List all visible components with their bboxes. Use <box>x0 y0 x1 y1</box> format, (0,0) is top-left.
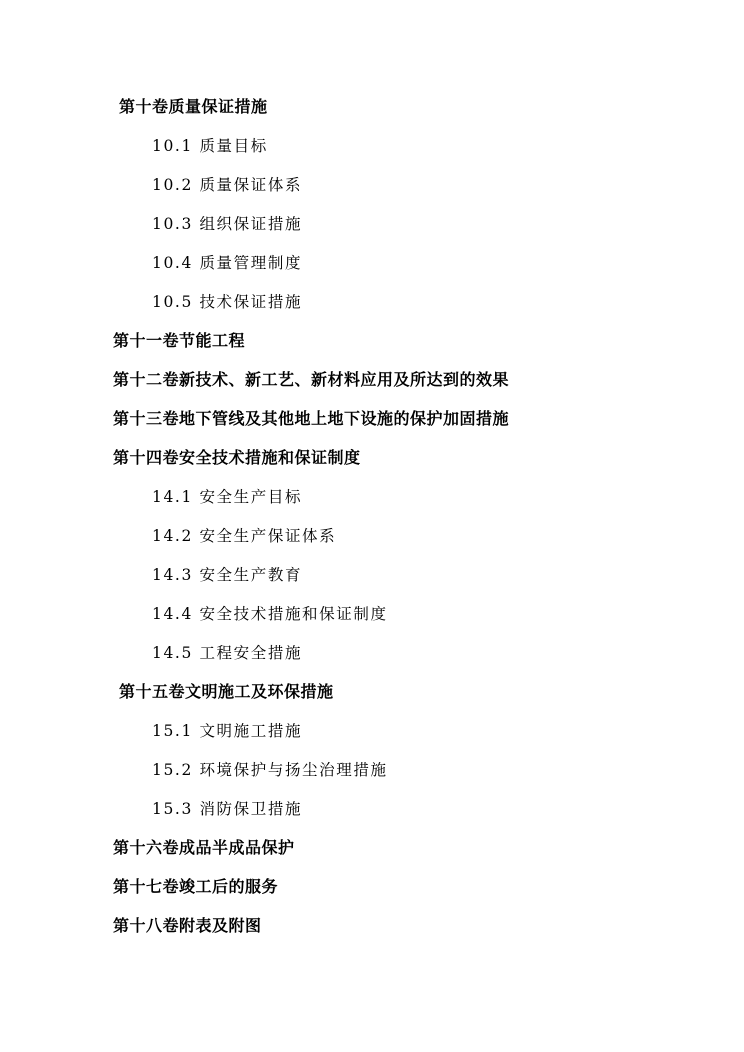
toc-chapter-10: 第十卷质量保证措施 <box>119 97 268 116</box>
toc-section-10-1: 10.1 质量目标 <box>152 137 268 155</box>
toc-section-10-5: 10.5 技术保证措施 <box>152 293 303 311</box>
toc-chapter-17: 第十七卷竣工后的服务 <box>113 877 279 896</box>
toc-section-10-3: 10.3 组织保证措施 <box>152 215 303 233</box>
toc-section-10-4: 10.4 质量管理制度 <box>152 254 303 272</box>
toc-section-15-1: 15.1 文明施工措施 <box>152 722 303 740</box>
toc-chapter-11: 第十一卷节能工程 <box>113 331 246 350</box>
toc-section-14-3: 14.3 安全生产教育 <box>152 566 303 584</box>
toc-section-14-1: 14.1 安全生产目标 <box>152 488 303 506</box>
toc-chapter-13: 第十三卷地下管线及其他地上地下设施的保护加固措施 <box>113 409 510 428</box>
toc-chapter-15: 第十五卷文明施工及环保措施 <box>119 682 334 701</box>
toc-chapter-18: 第十八卷附表及附图 <box>113 916 262 935</box>
toc-section-10-2: 10.2 质量保证体系 <box>152 176 303 194</box>
toc-section-15-3: 15.3 消防保卫措施 <box>152 800 303 818</box>
toc-section-14-4: 14.4 安全技术措施和保证制度 <box>152 605 388 623</box>
toc-chapter-12: 第十二卷新技术、新工艺、新材料应用及所达到的效果 <box>113 370 510 389</box>
toc-section-14-5: 14.5 工程安全措施 <box>152 644 303 662</box>
toc-chapter-14: 第十四卷安全技术措施和保证制度 <box>113 448 361 467</box>
toc-chapter-16: 第十六卷成品半成品保护 <box>113 838 295 857</box>
toc-section-14-2: 14.2 安全生产保证体系 <box>152 527 337 545</box>
toc-section-15-2: 15.2 环境保护与扬尘治理措施 <box>152 761 388 779</box>
